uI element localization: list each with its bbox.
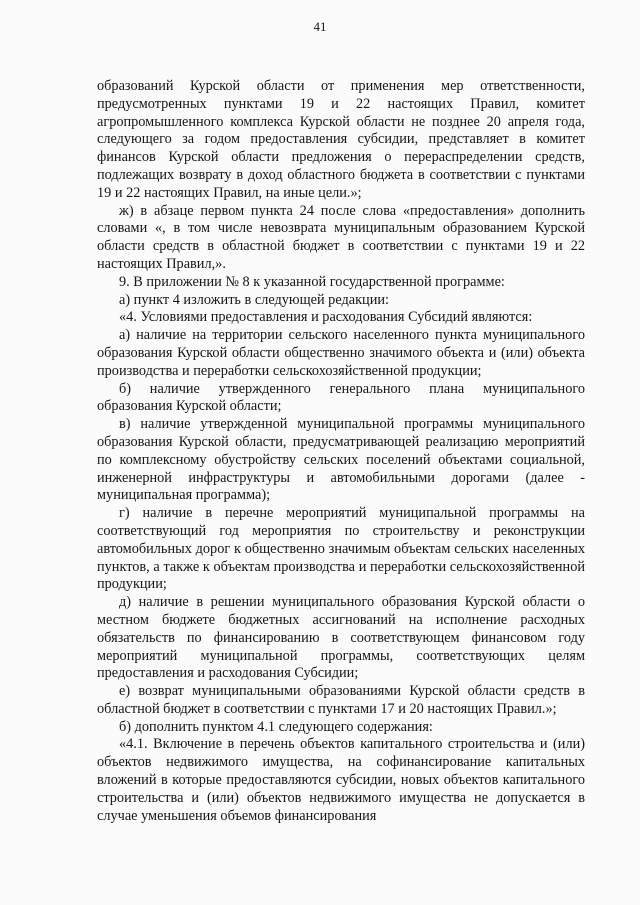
document-body: [97, 78, 585, 825]
paragraph: б) дополнить пунктом 4.1 следующего содержания:: [119, 718, 433, 735]
paragraph: б) наличие утвержденного генерального плана муниципального образования Курской области;: [97, 380, 585, 415]
paragraph: е) возврат муниципальными образованиями Курской области средств в областной бюджет в соответствии с пунктами 17 и 20 настоящих Правил.»;: [97, 683, 585, 717]
paragraph: а) наличие на территории сельского населенного пункта муниципального образования Курской области общественно значимого объекта и (или) объекта производства и переработки сельскохозяйственной продукции;: [97, 327, 585, 379]
paragraph: в) наличие утвержденной муниципальной программы муниципального образования Курской области, предусматривающей реализацию мероприятий по комплексному обустройству сельских поселений объектами социальной, инженерной инфраструктуры и автомобильными дорогами (далее - муниципальная программа);: [97, 416, 585, 504]
paragraph: г) наличие в перечне мероприятий муниципальной программы на соответствующий год мероприятия по строительству и реконструкции автомобильных дорог к общественно значимым объектам сельских населенных пунктов, а также к объектам производства и переработки сельскохозяйственной продукции;: [97, 505, 585, 593]
paragraph: «4. Условиями предоставления и расходования Субсидий являются:: [119, 309, 533, 326]
paragraph: образований Курской области от применения мер ответственности, предусмотренных пунктами 19 и 22 настоящих Правил, комитет агропромышленного комплекса Курской области не позднее 20 апреля года, следующего за годом предоставления субсидии, представляет в комитет финансов Курской области предложения о перераспределении средств, подлежащих возврату в доход областного бюджета в соответствии с пунктами 19 и 22 настоящих Правил, на иные цели.»;: [97, 78, 585, 201]
page-number: 41: [313, 19, 327, 34]
paragraph: а) пункт 4 изложить в следующей редакции:: [119, 291, 389, 308]
paragraph: «4.1. Включение в перечень объектов капитального строительства и (или) объектов недвижимого имущества, на софинансирование капитальных вложений в которые предоставляются субсидии, новых объектов капитального строительства и (или) объектов недвижимого имущества не допускается в случае уменьшения объемов финансирования: [97, 736, 585, 824]
paragraph: д) наличие в решении муниципального образования Курской области о местном бюджете бюджетных ассигнований на исполнение расходных обязательств по финансированию в соответствующем финансовом году мероприятий муниципальной программы, соответствующих целям предоставления и расходования Субсидии;: [97, 594, 585, 682]
paragraph: 9. В приложении № 8 к указанной государственной программе:: [119, 273, 505, 290]
paragraph: ж) в абзаце первом пункта 24 после слова «предоставления» дополнить словами «, в том числе невозврата муниципальным образованием Курской области средств в областной бюджет в соответствии с пунктами 19 и 22 настоящих Правил,».: [97, 202, 585, 272]
